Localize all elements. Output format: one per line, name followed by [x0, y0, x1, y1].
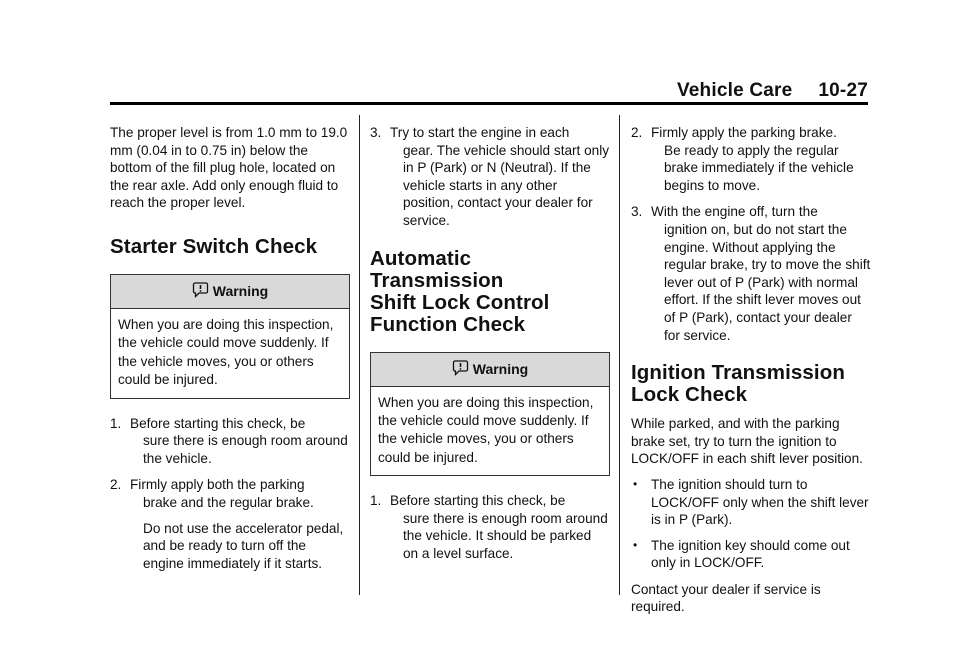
step-item — [110, 415, 350, 468]
step-text: Try to start the engine in each — [390, 125, 570, 140]
warning-header — [111, 275, 349, 309]
column-divider — [619, 115, 620, 595]
step-text: sure there is enough room around the vehicle. It should be parked on a level surface. — [403, 510, 608, 561]
fluid-level-paragraph: The proper level is from 1.0 mm to 19.0 mm (0.04 in to 0.75 in) below the bottom of the fill plug hole, located on the rear axle. Add only enough fluid to reach the proper level. — [110, 125, 348, 211]
warning-text: When you are doing this inspection, the vehicle could move suddenly. If the vehicle moves, you or others could be injured. — [118, 316, 334, 388]
bullet-marker: • — [633, 476, 638, 491]
bullet-item — [631, 476, 871, 529]
warning-box — [110, 274, 350, 399]
column-1 — [110, 124, 350, 572]
closing-paragraph: Contact your dealer if service is required. — [631, 581, 821, 615]
ignition-intro-paragraph: While parked, and with the parking brake set, try to turn the ignition to LOCK/OFF in each shift lever position. — [631, 416, 863, 467]
page-number: 10-27 — [818, 80, 868, 101]
step-number: 3. — [370, 125, 382, 140]
section-title: Vehicle Care — [676, 80, 793, 101]
step-note: Do not use the accelerator pedal, and be ready to turn off the engine immediately if it starts. — [143, 520, 344, 571]
warning-box — [370, 352, 610, 477]
header-rule — [110, 102, 868, 105]
shift-lock-heading: Automatic Transmission Shift Lock Control Function Check — [370, 246, 550, 336]
page-header — [110, 80, 868, 104]
step-item — [631, 203, 871, 344]
step-number: 3. — [631, 204, 643, 220]
starter-switch-heading: Starter Switch Check — [110, 234, 318, 258]
step-item — [110, 476, 350, 511]
step-text: sure there is enough room around the vehicle. — [143, 433, 348, 466]
bullet-text: The ignition key should come out only in LOCK/OFF. — [651, 537, 850, 571]
step-text: With the engine off, turn the — [651, 204, 818, 220]
step-text: Firmly apply both the parking — [130, 477, 305, 493]
step-number: 1. — [110, 415, 122, 431]
step-text: ignition on, but do not start the engine. Without applying the regular brake, try to move the shift lever out of P (Park) with normal effort. If the shift lever moves out of P (Park), contact your dealer for service. — [664, 221, 871, 343]
step-text: brake and the regular brake. — [143, 494, 314, 510]
step-text: Firmly apply the parking brake. — [651, 125, 837, 140]
step-number: 2. — [631, 125, 643, 140]
column-divider — [359, 115, 360, 595]
warning-icon — [192, 281, 209, 298]
step-item — [631, 124, 871, 194]
step-text: gear. The vehicle should start only in P (Park) or N (Neutral). If the vehicle starts in any other position, contact your dealer for service. — [403, 142, 610, 228]
step-item — [370, 492, 610, 562]
column-3 — [631, 124, 871, 616]
warning-title: Warning — [212, 282, 269, 299]
warning-header — [371, 353, 609, 387]
bullet-text: The ignition should turn to LOCK/OFF only when the shift lever is in P (Park). — [651, 476, 869, 528]
step-text: Before starting this check, be — [130, 415, 306, 431]
step-text: Before starting this check, be — [390, 493, 566, 509]
warning-icon — [452, 359, 469, 376]
warning-title: Warning — [472, 360, 529, 377]
column-2 — [370, 124, 610, 563]
bullet-item — [631, 537, 871, 572]
step-text: Be ready to apply the regular brake immediately if the vehicle begins to move. — [664, 142, 854, 193]
bullet-marker: • — [633, 537, 638, 552]
warning-text: When you are doing this inspection, the vehicle could move suddenly. If the vehicle moves, you or others could be injured. — [378, 394, 594, 465]
ignition-lock-heading: Ignition Transmission Lock Check — [631, 361, 845, 407]
step-item — [370, 124, 610, 230]
step-number: 1. — [370, 493, 382, 509]
step-number: 2. — [110, 477, 122, 493]
